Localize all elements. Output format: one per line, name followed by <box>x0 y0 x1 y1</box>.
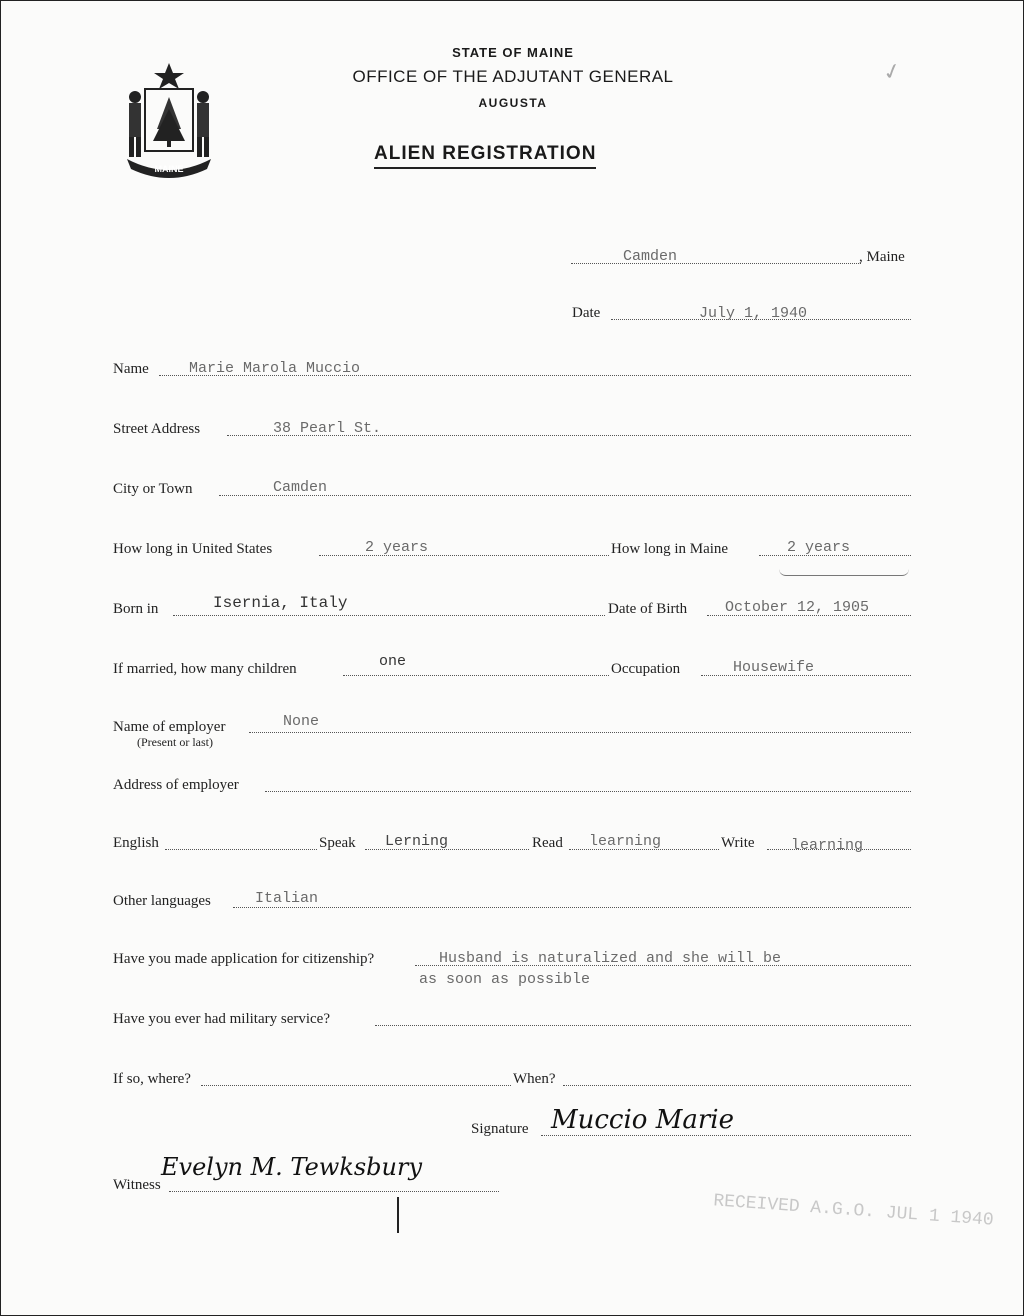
city-heading: AUGUSTA <box>478 96 548 110</box>
citizenship-value-line2: as soon as possible <box>419 971 591 988</box>
checkmark-icon: ✓ <box>879 57 905 86</box>
seal-banner-text: MAINE <box>154 164 184 174</box>
dob-value: October 12, 1905 <box>725 599 870 616</box>
witness-label: Witness <box>113 1177 161 1193</box>
underline-mark <box>779 569 909 576</box>
city-label: City or Town <box>113 481 193 497</box>
name-value: Marie Marola Muccio <box>189 360 361 377</box>
where-label: If so, where? <box>113 1071 191 1087</box>
city-value: Camden <box>273 479 328 496</box>
born-label: Born in <box>113 601 159 617</box>
maine-suffix: , Maine <box>859 249 905 265</box>
languages-value: Italian <box>255 890 319 907</box>
occupation-label: Occupation <box>611 661 681 677</box>
office-heading: OFFICE OF THE ADJUTANT GENERAL <box>352 67 674 86</box>
town-value: Camden <box>623 248 678 265</box>
name-label: Name <box>113 361 149 377</box>
us-time-label: How long in United States <box>113 541 273 557</box>
military-label: Have you ever had military service? <box>113 1011 330 1027</box>
speak-label: Speak <box>319 835 356 851</box>
english-label: English <box>113 835 159 851</box>
maine-time-value: 2 years <box>787 539 851 556</box>
street-value: 38 Pearl St. <box>273 420 382 437</box>
street-label: Street Address <box>113 421 201 437</box>
form-title: ALIEN REGISTRATION <box>374 143 596 169</box>
witness-signature: Evelyn M. Tewksbury <box>161 1153 423 1181</box>
speak-value: Lerning <box>385 833 449 850</box>
employer-value: None <box>283 713 320 730</box>
employer-sublabel: (Present or last) <box>137 735 213 749</box>
employer-address-label: Address of employer <box>113 777 239 793</box>
citizenship-value-line1: Husband is naturalized and she will be <box>439 950 782 967</box>
born-value: Isernia, Italy <box>213 594 348 612</box>
write-label: Write <box>721 835 755 851</box>
us-time-value: 2 years <box>365 539 429 556</box>
occupation-value: Housewife <box>733 659 815 676</box>
signature-stroke <box>397 1197 399 1233</box>
citizenship-label: Have you made application for citizenship? <box>113 951 375 967</box>
employer-label: Name of employer <box>113 719 226 735</box>
maine-time-label: How long in Maine <box>611 541 729 557</box>
write-value: learning <box>791 837 864 854</box>
languages-label: Other languages <box>113 893 211 909</box>
received-stamp: RECEIVED A.G.O. JUL 1 1940 <box>712 1191 995 1231</box>
date-value: July 1, 1940 <box>699 305 808 322</box>
children-value: one <box>379 653 407 670</box>
dob-label: Date of Birth <box>608 601 688 617</box>
read-value: learning <box>589 833 662 850</box>
read-label: Read <box>532 835 563 851</box>
signature-label: Signature <box>471 1121 529 1137</box>
state-heading: STATE OF MAINE <box>452 45 574 60</box>
when-label: When? <box>513 1071 556 1087</box>
date-label: Date <box>572 305 601 321</box>
children-label: If married, how many children <box>113 661 297 677</box>
signature-value: Muccio Marie <box>551 1105 734 1135</box>
